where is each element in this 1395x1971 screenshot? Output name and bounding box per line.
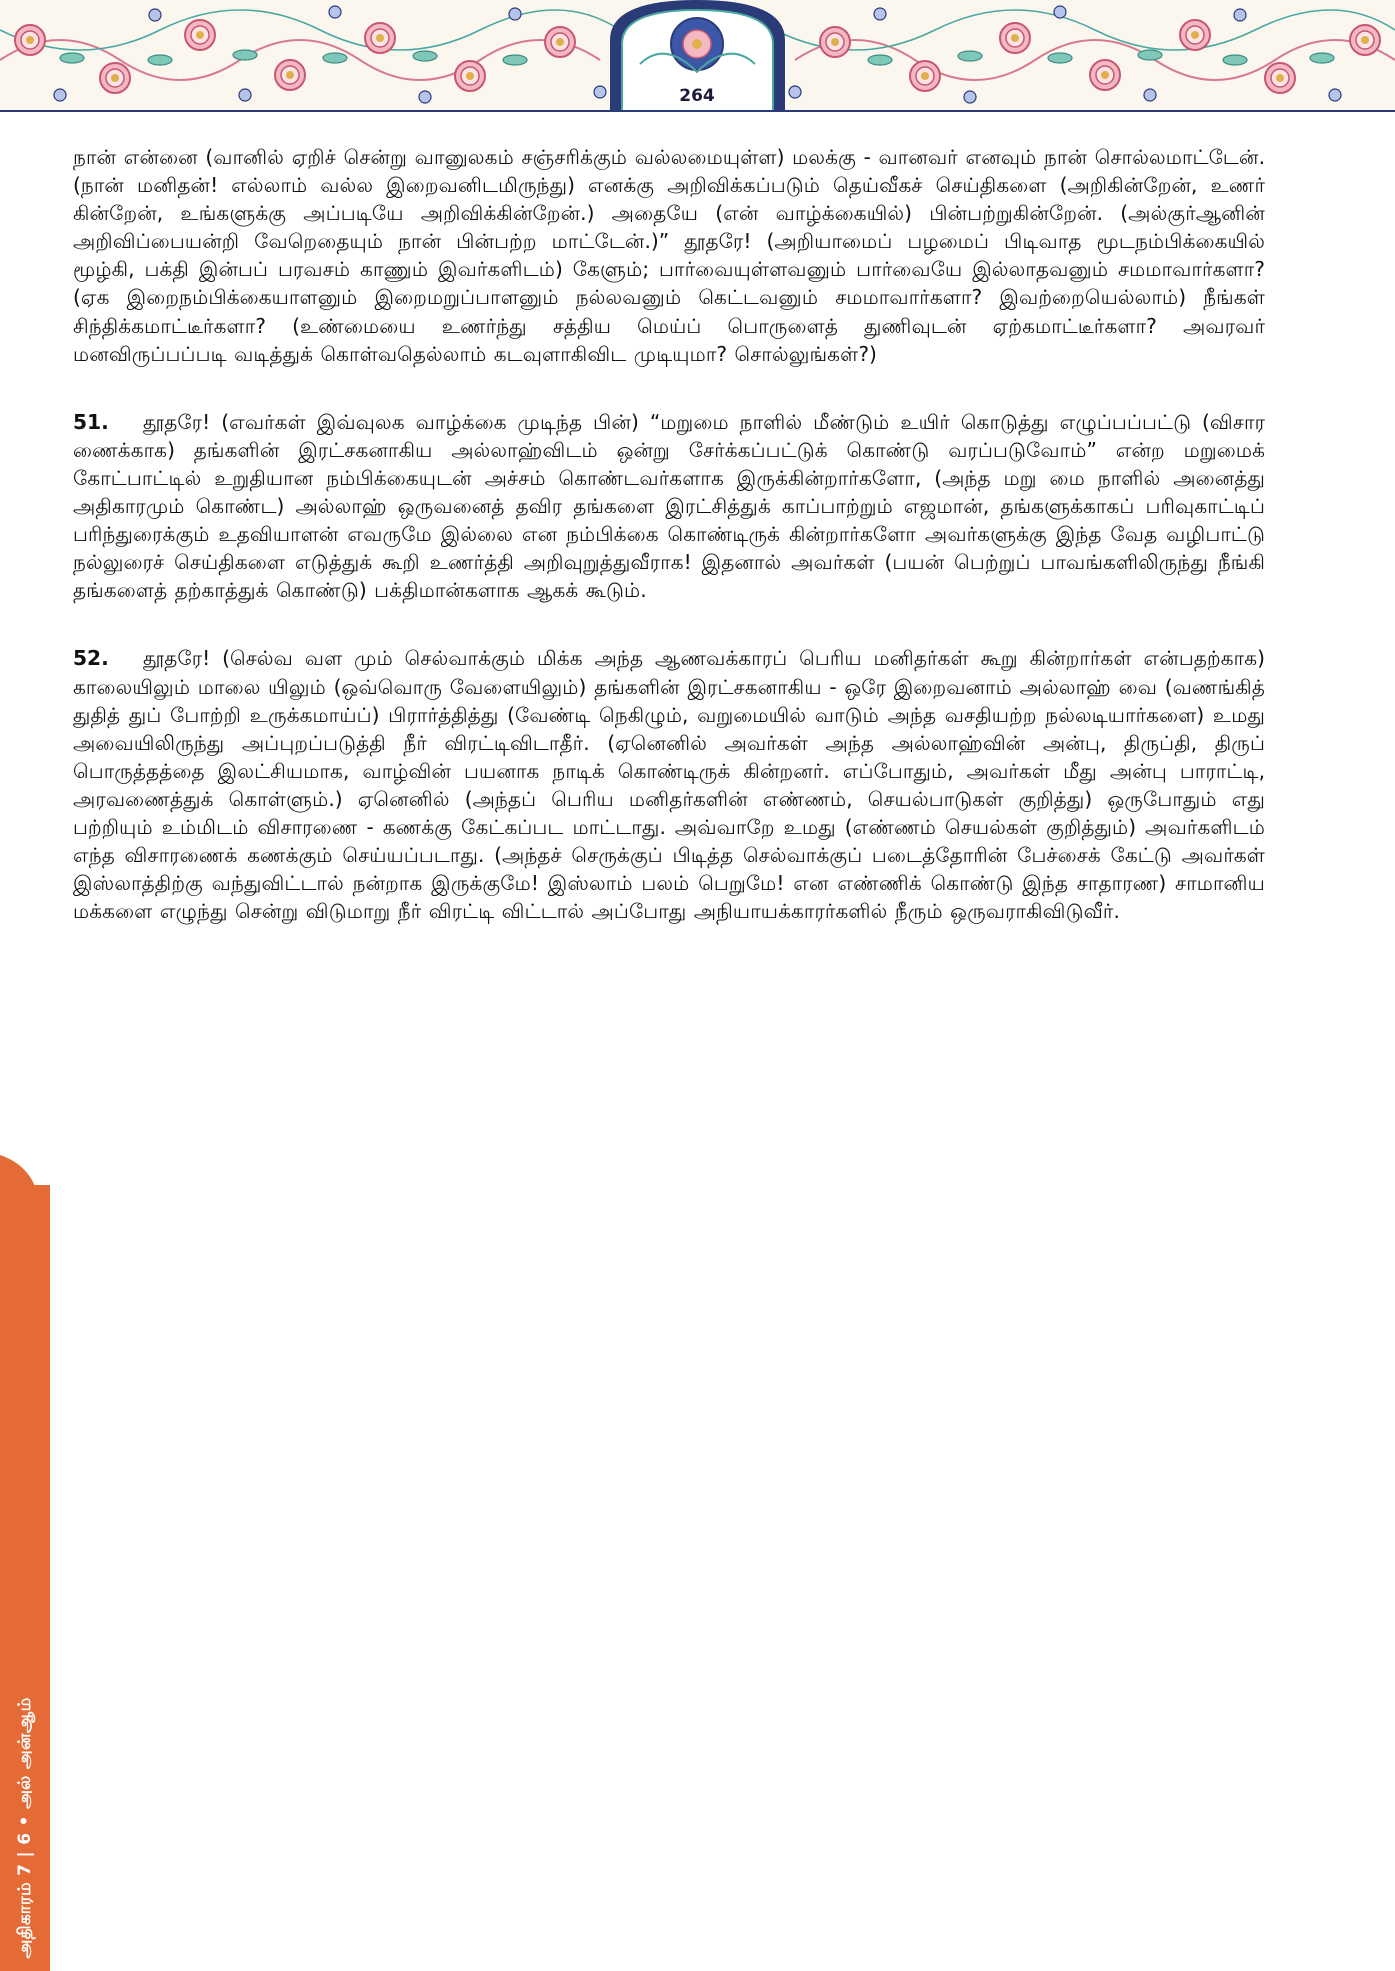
verse-51 xyxy=(73,408,1265,605)
page-content xyxy=(73,143,1265,965)
chapter-label: அதிகாரம் 7 | 6 • அல் அன்ஆம் xyxy=(15,1697,35,1959)
verse-52 xyxy=(73,644,1265,925)
header-ornament-band xyxy=(0,0,1395,112)
verse-number: 51. xyxy=(73,409,109,434)
paragraph-text: தூதரே! (செல்வ வள மும் செல்வாக்கும் மிக்க அந்த ஆணவக்காரப் பெரிய மனிதர்கள் கூறு கின்றார்கள் என்பதற்காக) காலையிலும் மாலை யிலும் (ஒவ்வொரு வேளையிலும்) தங்களின் இரட்சகனாகிய - ஒரே இறைவனாம் அல்லாஹ் வை (வணங்கித் துதித் துப் போற்றி உருக்கமாய்ப்) பிரார்த்தித்து (வேண்டி நெகிழும், வறுமையில் வாடும் அந்த வசதியற்ற நல்லடியார்களை) உமது அவையிலிருந்து அப்புறப்படுத்தி நீர் விரட்டிவிடாதீர். (ஏனெனில் அவர்கள் அந்த அல்லாஹ்வின் அன்பு, திருப்தி, திருப் பொருத்தத்தை இலட்சியமாக, வாழ்வின் பயனாக நாடிக் கொண்டிருக் கின்றனர். எப்போதும், அவர்கள் மீது அன்பு பாராட்டி, அரவணைத்துக் கொள்ளும்.) ஏனெனில் (அந்தப் பெரிய மனிதர்களின் எண்ணம், செயல்பாடுகள் குறித்து) ஒருபோதும் எது பற்றியும் உம்மிடம் விசாரணை - கணக்கு கேட்கப்பட மாட்டாது. அவ்வாறே உமது (எண்ணம் செயல்கள் குறித்தும்) அவர்களிடம் எந்த விசாரணைக் கணக்கும் செய்யப்படாது. (அந்தச் செருக்குப் பிடித்த செல்வாக்குப் படைத்தோரின் பேச்சைக் கேட்டு அவர்கள் இஸ்லாத்திற்கு வந்துவிட்டால் நன்றாக இருக்குமே! இஸ்லாம் பலம் பெறுமே! என எண்ணிக் கொண்டு இந்த சாதாரண) சாமானிய மக்களை எழுந்து சென்று விடுமாறு நீர் விரட்டி விட்டால் அப்போது அநியாயக்காரர்களில் நீரும் ஒருவராகிவிடுவீர். xyxy=(73,646,1265,924)
verse-number: 52. xyxy=(73,646,109,671)
paragraph-continuation xyxy=(73,143,1265,368)
paragraph-text: நான் என்னை (வானில் ஏறிச் சென்று வானுலகம் சஞ்சரிக்கும் வல்லமையுள்ள) மலக்கு - வானவர் எனவும் நான் சொல்லமாட்டேன். (நான் மனிதன்! எல்லாம் வல்ல இறைவனிடமிருந்து) எனக்கு அறிவிக்கப்படும் தெய்வீகச் செய்திகளை (அறிகின்றேன், உணர் கின்றேன், உங்களுக்கு அப்படியே அறிவிக்கின்றேன்.) அதையே (என் வாழ்க்கையில்) பின்பற்றுகின்றேன். (அல்குர்ஆனின் அறிவிப்பையன்றி வேறெதையும் நான் பின்பற்ற மாட்டேன்.)” தூதரே! (அறியாமைப் பழமைப் பிடிவாத மூடநம்பிக்கையில் மூழ்கி, பக்தி இன்பப் பரவசம் காணும் இவர்களிடம்) கேளும்; பார்வையுள்ளவனும் பார்வையே இல்லாதவனும் சமமாவார்களா? (ஏக இறைநம்பிக்கையாளனும் இறைமறுப்பாளனும் நல்லவனும் கெட்டவனும் சமமாவார்களா? இவற்றையெல்லாம்) நீங்கள் சிந்திக்கமாட்டீர்களா? (உண்மையை உணர்ந்து சத்திய மெய்ப் பொருளைத் துணிவுடன் ஏற்கமாட்டீர்களா? அவரவர் மனவிருப்பப்படி வடித்துக் கொள்வதெல்லாம் கடவுளாகிவிட முடியுமா? சொல்லுங்கள்?) xyxy=(73,145,1265,366)
page-number: 264 xyxy=(679,86,715,106)
paragraph-text: தூதரே! (எவர்கள் இவ்வுலக வாழ்க்கை முடிந்த பின்) “மறுமை நாளில் மீண்டும் உயிர் கொடுத்து எழுப்பப்பட்டு (விசார ணைக்காக) தங்களின் இரட்சகனாகிய அல்லாஹ்விடம் ஒன்று சேர்க்கப்பட்டுக் கொண்டு வரப்படுவோம்” என்ற மறுமைக் கோட்பாட்டில் உறுதியான நம்பிக்கையுடன் அச்சம் கொண்டவர்களாக இருக்கின்றார்களோ, (அந்த மறு மை நாளில் அனைத்து அதிகாரமும் கொண்ட) அல்லாஹ் ஒருவனைத் தவிர தங்களை இரட்சித்துக் காப்பாற்றும் எஜமான், தங்களுக்காகப் பரிவுகாட்டிப் பரிந்துரைக்கும் உதவியாளன் எவருமே இல்லை என நம்பிக்கை கொண்டிருக் கின்றார்களோ அவர்களுக்கு இந்த வேத வழிபாட்டு நல்லுரைச் செய்திகளை எடுத்துக் கூறி உணர்த்தி அறிவுறுத்துவீராக! இதனால் அவர்கள் (பயன் பெற்றுப் பாவங்களிலிருந்து நீங்கி தங்களைத் தற்காத்துக் கொண்டு) பக்திமான்களாக ஆகக் கூடும். xyxy=(73,409,1265,603)
